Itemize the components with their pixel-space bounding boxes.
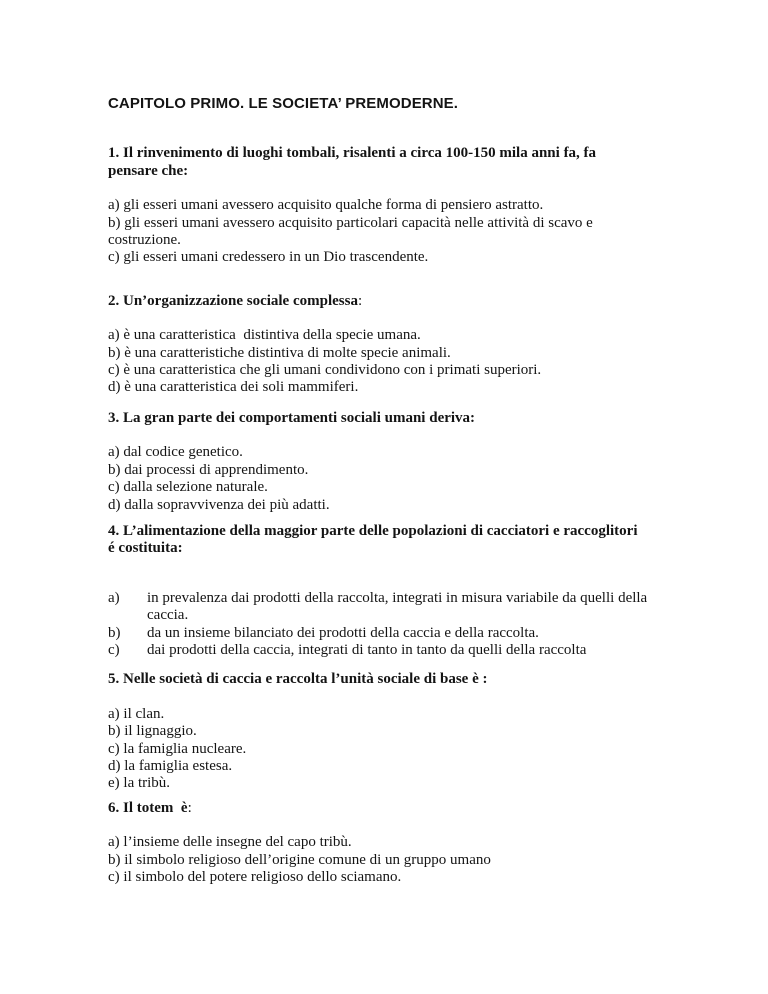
text-line: costruzione. [108, 232, 181, 249]
question-block-q1 [108, 145, 728, 266]
text-line: b) il simbolo religioso dell’origine comune di un gruppo umano [108, 851, 491, 868]
answer-list [108, 834, 728, 886]
answer-marker: c) [108, 641, 120, 658]
text-line: a) dal codice genetico. [108, 444, 243, 461]
answer-option [108, 345, 728, 362]
answer-option [108, 834, 728, 851]
questions [108, 145, 728, 886]
text-line: da un insieme bilanciato dei prodotti della caccia e della raccolta. [147, 624, 539, 641]
heading-line: pensare che: [108, 162, 189, 179]
text-line: c) il simbolo del potere religioso dello sciamano. [108, 869, 402, 885]
heading-suffix: : [357, 292, 363, 309]
heading-line: 1. Il rinvenimento di luoghi tombali, risalenti a circa 100-150 mila anni fa, fa [108, 145, 597, 162]
answer-option [108, 362, 728, 379]
answer-marker: a) [108, 589, 120, 606]
heading-line: 5. Nelle società di caccia e raccolta l’unità sociale di base è : [108, 671, 488, 688]
heading-line: 6. Il totem è: [108, 799, 192, 816]
answer-option [108, 249, 728, 266]
heading-line: 4. L’alimentazione della maggior parte delle popolazioni di cacciatori e raccoglitori [108, 522, 638, 539]
question-heading [108, 671, 728, 688]
answer-option [108, 197, 728, 214]
answer-option [108, 758, 728, 775]
answer-option [108, 869, 728, 886]
question-block-q4 [108, 523, 728, 659]
question-heading [108, 293, 728, 310]
answer-option [108, 444, 728, 461]
text-line: a) è una caratteristica distintiva della specie umana. [108, 327, 421, 344]
answer-option [108, 479, 728, 496]
question-heading [108, 800, 728, 817]
text-line: d) è una caratteristica dei soli mammiferi. [108, 379, 359, 396]
text-line: d) la famiglia estesa. [108, 757, 233, 774]
answer-list [108, 706, 728, 793]
text-line: a) gli esseri umani avessero acquisito qualche forma di pensiero astratto. [108, 197, 544, 214]
answer-text [147, 625, 728, 642]
question-block-q5 [108, 671, 728, 792]
answer-text [147, 590, 728, 625]
answer-list [108, 197, 728, 267]
answer-option [108, 706, 728, 723]
text-line: a) il clan. [108, 705, 165, 722]
question-heading [108, 523, 728, 558]
answer-option [108, 852, 728, 869]
text-line: b) dai processi di apprendimento. [108, 461, 309, 478]
answer-option [108, 379, 728, 396]
text-line: c) la famiglia nucleare. [108, 740, 247, 757]
heading-line: 2. Un’organizzazione sociale complessa: [108, 292, 363, 309]
question-heading [108, 145, 728, 180]
answer-marker: b) [108, 624, 121, 641]
text-line: e) la tribù. [108, 775, 171, 792]
answer-option [108, 215, 728, 250]
text-line: c) dalla selezione naturale. [108, 479, 268, 496]
text-line: c) gli esseri umani credessero in un Dio trascendente. [108, 249, 429, 266]
answer-option [108, 723, 728, 740]
heading-line: é costituita: [108, 540, 183, 557]
answer-option [108, 462, 728, 479]
document-title: CAPITOLO PRIMO. LE SOCIETA’ PREMODERNE. [108, 95, 459, 112]
question-block-q6 [108, 800, 728, 887]
answer-option [108, 497, 728, 514]
question-heading [108, 410, 728, 427]
answer-list [108, 327, 728, 397]
answer-option [108, 642, 728, 659]
text-line: b) il lignaggio. [108, 723, 197, 740]
text-line: d) dalla sopravvivenza dei più adatti. [108, 496, 330, 513]
answer-option [108, 625, 728, 642]
text-line: in prevalenza dai prodotti della raccolta, integrati in misura variabile da quelli della [147, 589, 648, 606]
text-line: b) è una caratteristiche distintiva di molte specie animali. [108, 344, 451, 361]
answer-option [108, 327, 728, 344]
text-line: caccia. [147, 607, 189, 624]
heading-line: 3. La gran parte dei comportamenti sociali umani deriva: [108, 409, 476, 426]
text-line: c) è una caratteristica che gli umani condividono con i primati superiori. [108, 362, 542, 379]
text-line: a) l’insieme delle insegne del capo tribù. [108, 834, 352, 851]
answer-list [108, 590, 728, 660]
text-line: b) gli esseri umani avessero acquisito particolari capacità nelle attività di scavo e [108, 214, 593, 231]
answer-list [108, 444, 728, 514]
question-block-q3 [108, 410, 728, 514]
question-block-q2 [108, 293, 728, 397]
answer-text [147, 642, 728, 659]
text-line: dai prodotti della caccia, integrati di tanto in tanto da quelli della raccolta [147, 641, 587, 658]
answer-option [108, 741, 728, 758]
answer-option [108, 590, 728, 625]
heading-suffix: : [187, 799, 192, 816]
answer-option [108, 775, 728, 792]
